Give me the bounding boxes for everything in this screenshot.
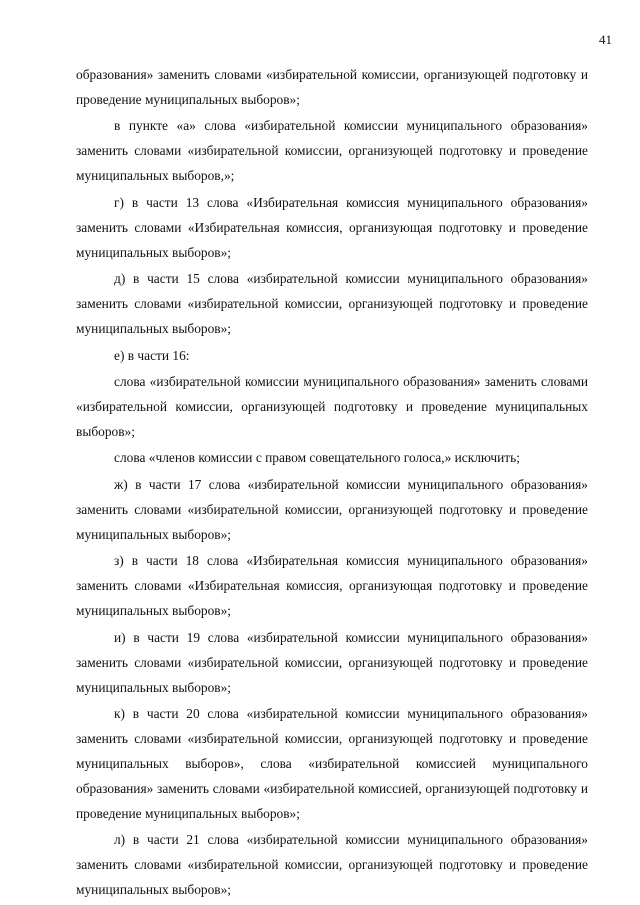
paragraph-item-g: г) в части 13 слова «Избирательная комиссия муниципального образования» заменить словами «Избирательная комиссия, организующая подготовку и проведение муниципальных выборов»;: [76, 194, 588, 260]
paragraph-item-i: и) в части 19 слова «избирательной комиссии муниципального образования» заменить словами «избирательной комиссии, организующей подготовку и проведение муниципальных выборов»;: [76, 629, 588, 695]
paragraph-item-d: д) в части 15 слова «избирательной комиссии муниципального образования» заменить словами «избирательной комиссии, организующей подготовку и проведение муниципальных выборов»;: [76, 271, 588, 337]
paragraph-item-e-sub2: слова «членов комиссии с правом совещательного голоса,» исключить;: [114, 450, 520, 466]
paragraph-item-a: в пункте «а» слова «избирательной комиссии муниципального образования» заменить словами «избирательной комиссии, организующей подготовку и проведение муниципальных выборов,»;: [76, 118, 588, 184]
paragraph-item-k: к) в части 20 слова «избирательной комиссии муниципального образования» заменить словами «избирательной комиссии, организующей подготовку и проведение муниципальных выборов», слова «избирательной комиссией муниципального образования» заменить словами «избирательной комиссией, организующей подготовку и проведение муниципальных выборов»;: [76, 705, 588, 821]
page-number: 41: [599, 32, 612, 47]
paragraph-item-e: е) в части 16:: [114, 347, 190, 363]
paragraph-continuation: образования» заменить словами «избирательной комиссии, организующей подготовку и проведение муниципальных выборов»;: [76, 67, 588, 107]
paragraph-item-e-sub1: слова «избирательной комиссии муниципального образования» заменить словами «избирательной комиссии, организующей подготовку и проведение муниципальных выборов»;: [76, 373, 588, 439]
paragraph-item-zh: ж) в части 17 слова «избирательной комиссии муниципального образования» заменить словами «избирательной комиссии, организующей подготовку и проведение муниципальных выборов»;: [76, 476, 588, 542]
document-body: [76, 62, 588, 904]
paragraph-item-l: л) в части 21 слова «избирательной комиссии муниципального образования» заменить словами «избирательной комиссии, организующей подготовку и проведение муниципальных выборов»;: [76, 832, 588, 898]
paragraph-item-z: з) в части 18 слова «Избирательная комиссия муниципального образования» заменить словами «Избирательная комиссия, организующая подготовку и проведение муниципальных выборов»;: [76, 553, 588, 619]
